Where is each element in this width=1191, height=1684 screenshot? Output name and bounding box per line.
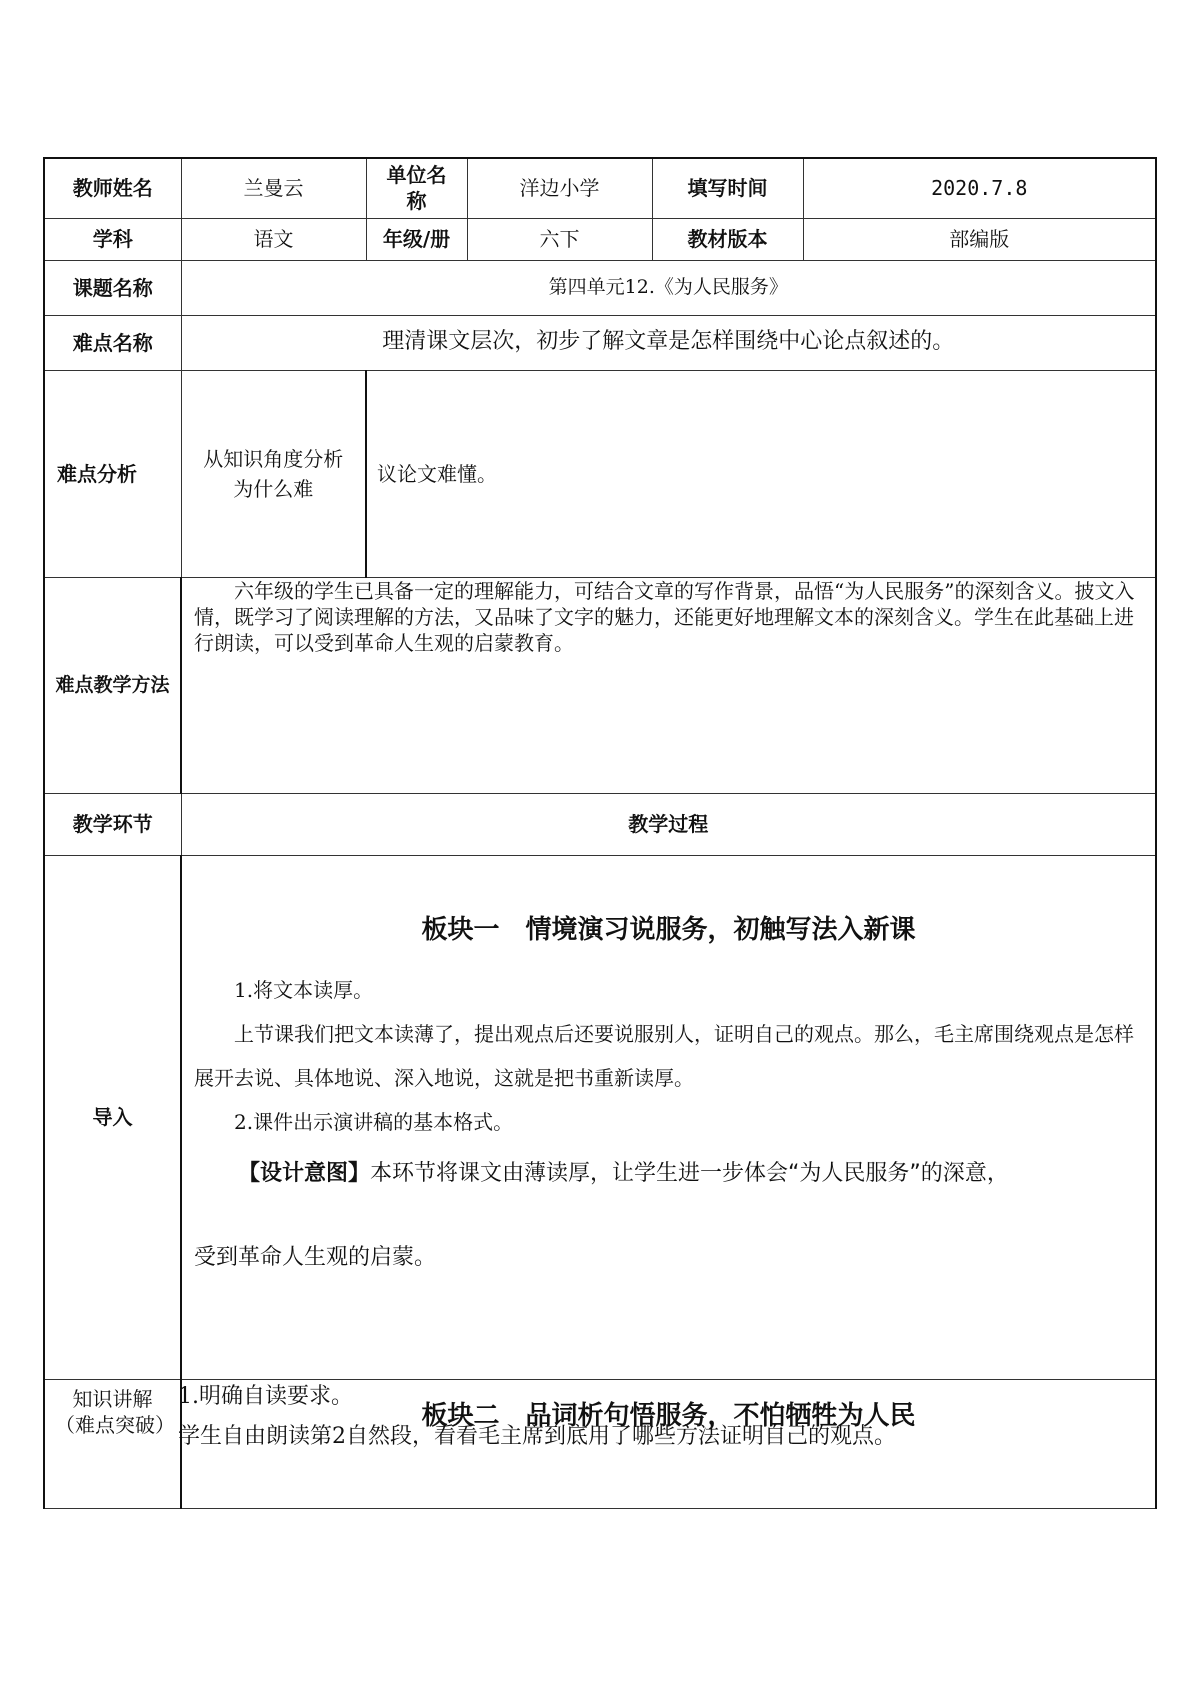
knowledge-label (44, 1379, 181, 1508)
knowledge-label-line1: 知识讲解 (72, 1386, 153, 1411)
difficulty-value: 理清课文层次，初步了解文章是怎样围绕中心论点叙述的。 (181, 315, 1156, 370)
knowledge-label-line2: （难点突破） (55, 1412, 175, 1437)
subject-value: 语文 (181, 218, 366, 260)
teacher-name-value: 兰曼云 (181, 158, 366, 218)
knowledge-section-title: 板块二 品词析句悟服务，不怕牺牲为人民 (421, 1400, 916, 1431)
topic-label: 课题名称 (44, 260, 181, 315)
method-label: 难点教学方法 (44, 577, 181, 793)
grade-label: 年级/册 (366, 218, 467, 260)
method-row (44, 577, 1156, 793)
fill-date-label: 填写时间 (652, 158, 803, 218)
grade-value: 六下 (467, 218, 652, 260)
intro-content (181, 855, 1156, 1379)
method-paragraph: 六年级的学生已具备一定的理解能力，可结合文章的写作背景，品悟“为人民服务”的深刻含义。披文入情，既学习了阅读理解的方法，又品味了文字的魅力，还能更好地理解文本的深刻含义。学生在此基础上进行朗读，可以受到革命人生观的启蒙教育。 (194, 578, 1135, 655)
subject-label: 学科 (44, 218, 181, 260)
intro-row (44, 855, 1156, 1379)
design-intent-tag: 【设计意图】 (238, 1160, 371, 1186)
fill-date-value: 2020.7.8 (803, 158, 1156, 218)
edition-value: 部编版 (803, 218, 1156, 260)
teacher-name-label: 教师姓名 (44, 158, 181, 218)
topic-value: 第四单元12.《为人民服务》 (181, 260, 1156, 315)
difficulty-label: 难点名称 (44, 315, 181, 370)
topic-row (44, 260, 1156, 315)
intro-label: 导入 (44, 855, 181, 1379)
analysis-label: 难点分析 (44, 370, 181, 577)
intro-section-title: 板块一 情境演习说服务，初触写法入新课 (421, 914, 916, 945)
intro-paragraph-2: 上节课我们把文本读薄了，提出观点后还要说服别人，证明自己的观点。那么，毛主席围绕观点是怎样展开去说、具体地说、深入地说，这就是把书重新读厚。 (194, 1021, 1134, 1090)
analysis-row (44, 370, 1156, 577)
info-row-1 (44, 158, 1156, 218)
difficulty-row (44, 315, 1156, 370)
process-header-row (44, 793, 1156, 855)
analysis-value: 议论文难懂。 (366, 370, 1156, 577)
unit-name-value: 洋边小学 (467, 158, 652, 218)
process-content-label: 教学过程 (181, 793, 1156, 855)
edition-label: 教材版本 (652, 218, 803, 260)
intro-paragraph-3: 2.课件出示演讲稿的基本格式。 (234, 1109, 514, 1134)
analysis-sub-label: 从知识角度分析为什么难 (181, 370, 366, 577)
method-value (181, 577, 1156, 793)
intro-design-intent-cont: 受到革命人生观的启蒙。 (194, 1244, 437, 1270)
process-phase-label: 教学环节 (44, 793, 181, 855)
info-row-2 (44, 218, 1156, 260)
design-intent-text: 本环节将课文由薄读厚，让学生进一步体会“为人民服务”的深意， (370, 1160, 1009, 1186)
intro-paragraph-1: 1.将文本读厚。 (234, 977, 374, 1002)
unit-name-label: 单位名称 (366, 158, 467, 218)
lesson-plan-table (43, 157, 1157, 1509)
intro-design-intent (194, 1144, 1143, 1204)
knowledge-paragraph-1: 1.明确自读要求。 (178, 1384, 353, 1409)
knowledge-paragraph-2: 学生自由朗读第2自然段，看看毛主席到底用了哪些方法证明自己的观点。 (178, 1424, 896, 1449)
